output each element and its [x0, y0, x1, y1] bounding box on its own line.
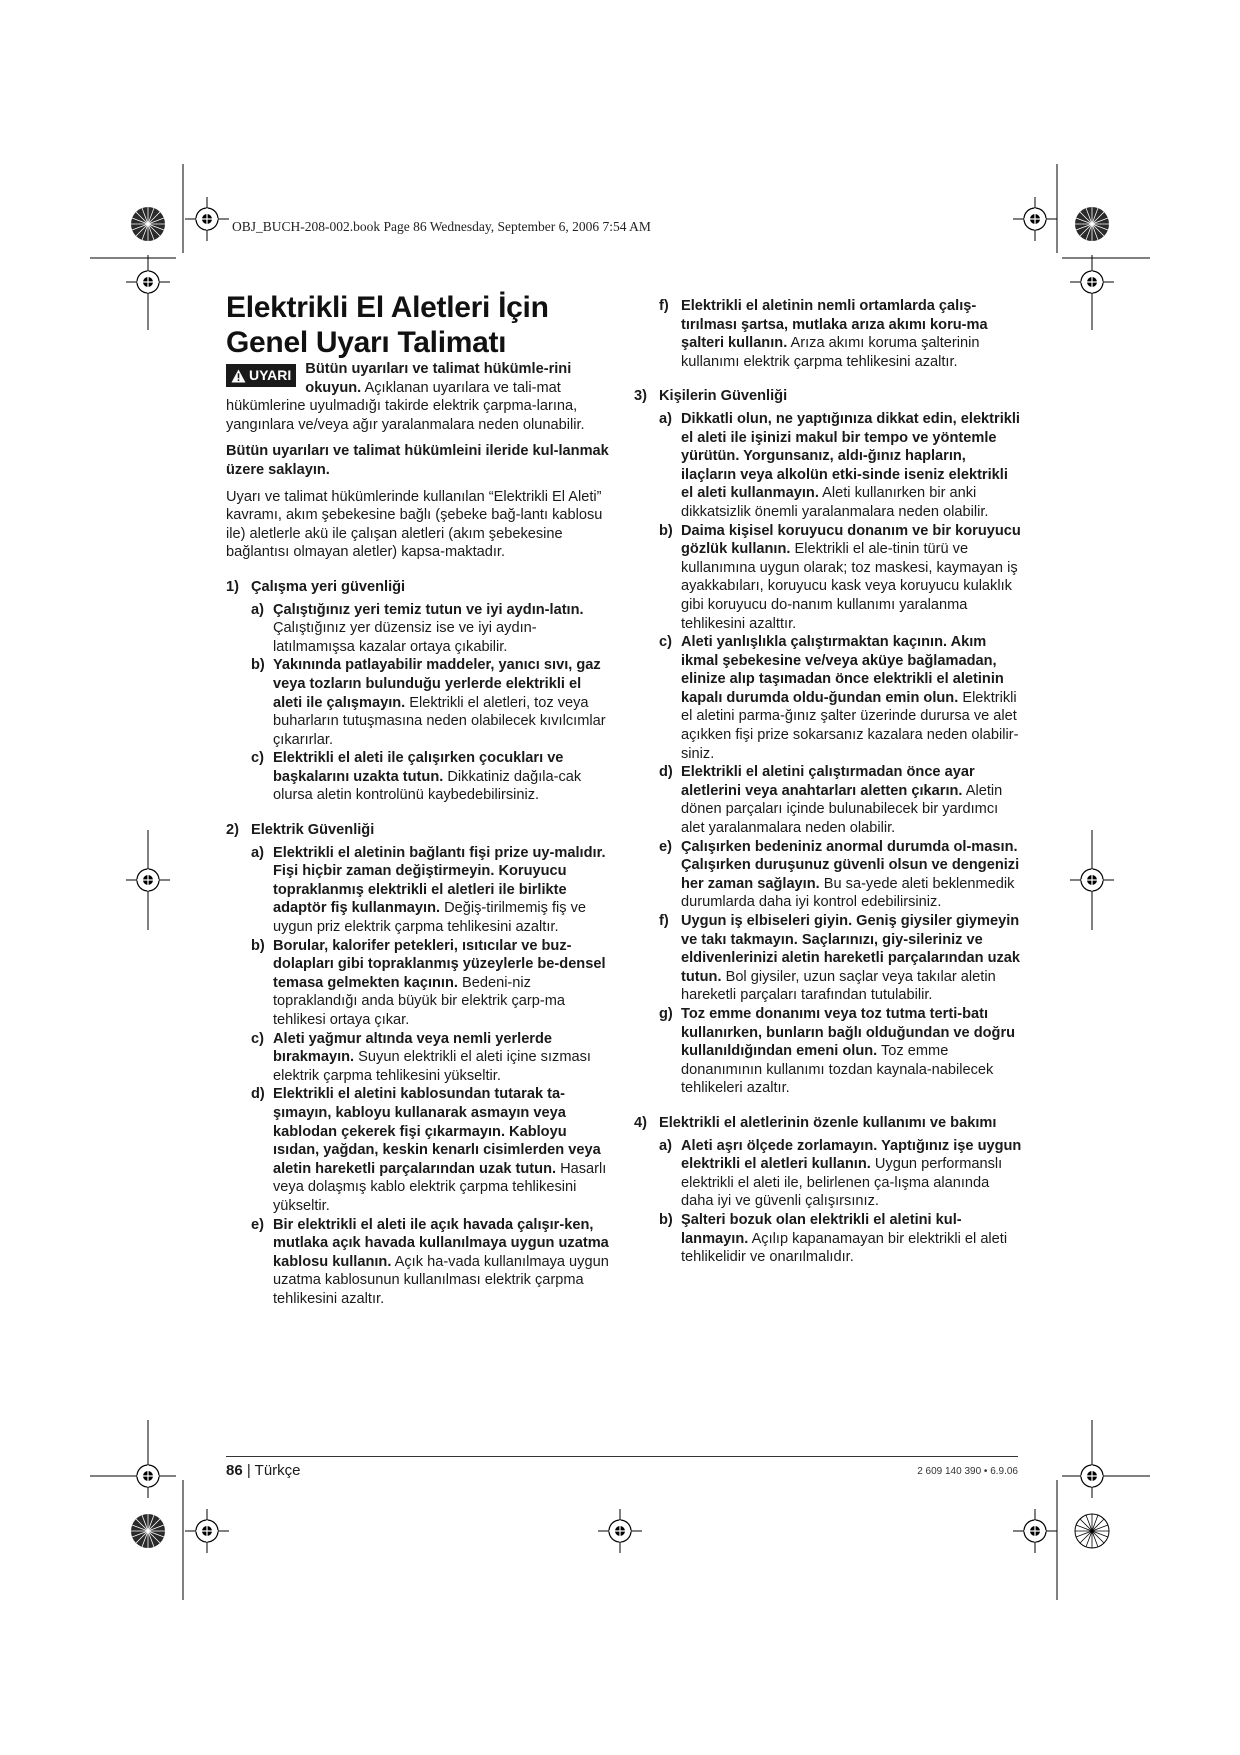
section-number: 2)	[226, 822, 239, 839]
list-item	[634, 633, 1022, 763]
footer-rule	[226, 1456, 1018, 1457]
list-item	[634, 1005, 1022, 1098]
item-letter: b)	[659, 522, 673, 539]
item-bold: Yakınında patlayabilir maddeler, yanıcı sıvı, gaz veya tozların bulunduğu yerlerde elektrikli el aleti ile çalışmayın.	[273, 657, 601, 711]
item-text: Arıza akımı koruma şalterinin kullanımı elektrik çarpma tehlikesini azaltır.	[681, 335, 980, 370]
list-item	[226, 1085, 612, 1215]
item-text: Elektrikli el ale-tinin türü ve kullanımına uygun olarak; toz maskesi, kaymayan iş ayakkabıları, koruyucu kask veya koruyucu kulaklık gibi koruyucu do-nanım kullanımı yaralanma tehlikesini azalttır.	[681, 541, 1018, 632]
warning-badge	[226, 364, 296, 387]
item-text: Bedeni-niz topraklandığı anda büyük bir elektrik çarp-ma tehlikesi ortaya çıkar.	[273, 974, 566, 1028]
footer-page-label	[226, 1462, 301, 1479]
item-bold: Elektrikli el aletini çalıştırmadan önce ayar aletlerini veya anahtarları aletten çıkarın.	[681, 764, 975, 799]
left-column	[226, 290, 612, 1309]
item-text: Suyun elektrikli el aleti içine sızması elektrik çarpma tehlikesini yükseltir.	[273, 1049, 591, 1084]
list-item	[634, 410, 1022, 522]
item-letter: b)	[251, 657, 265, 674]
item-bold: Çalışırken bedeniniz anormal durumda ol-masın. Çalışırken duruşunuz güvenli olsun ve dengenizi her zaman sağlayın.	[681, 838, 1020, 892]
item-bold: Çalıştığınız yeri temiz tutun ve iyi aydın-latın.	[273, 601, 584, 618]
list-item	[634, 297, 1022, 371]
keep-instructions: Bütün uyarıları ve talimat hükümleini ileride kul-lanmak üzere saklayın.	[226, 443, 609, 478]
section-heading	[226, 821, 612, 840]
item-text: Bol giysiler, uzun saçlar veya takılar aletin hareketli parçaları tarafından tutulabilir.	[681, 968, 996, 1004]
section-number: 4)	[634, 1114, 647, 1131]
section-number: 1)	[226, 578, 239, 595]
item-text: Dikkatiniz dağıla-cak olursa aletin kontrolünü kaybedebilirsiniz.	[273, 768, 582, 804]
item-bold: Şalteri bozuk olan elektrikli el aletini kul-lanmayın.	[681, 1211, 962, 1247]
item-letter: c)	[251, 750, 264, 767]
item-letter: c)	[251, 1030, 264, 1047]
section-title: Elektrikli el aletlerinin özenle kullanımı ve bakımı	[659, 1114, 997, 1131]
footer-separator: |	[242, 1462, 255, 1479]
item-text: Aleti kullanırken bir anki dikkatsizlik önemli yaralanmalara neden olabilir.	[681, 485, 989, 520]
item-letter: c)	[659, 634, 672, 651]
item-letter: f)	[659, 298, 669, 314]
item-text: Bu sa-yede aleti beklenmedik durumlarda daha iyi kontrol edebilirsiniz.	[681, 875, 1015, 911]
item-text: Elektrikli el aletleri, toz veya buharların tutuşmasına neden olabilecek kıvılcımlar çıkarırlar.	[273, 694, 606, 748]
item-bold: Aleti yanlışlıkla çalıştırmaktan kaçının. Akım ikmal şebekesine ve/veya aküye bağlamadan, elinize alıp taşımadan önce elektrikli el aletinin kapalı durumda oldu-ğundan emin olun.	[681, 634, 1004, 706]
list-item	[226, 844, 612, 937]
list-item	[634, 838, 1022, 912]
sections-left	[226, 578, 612, 1309]
item-letter: d)	[659, 764, 673, 781]
item-letter: a)	[659, 410, 672, 427]
page-number: 86	[226, 1462, 243, 1479]
list-item	[634, 1211, 1022, 1267]
item-text: Değiş-tirilmemiş fiş ve uygun priz elektrik çarpma tehlikesini azaltır.	[273, 900, 587, 936]
item-bold: Borular, kalorifer petekleri, ısıtıcılar ve buz-dolapları gibi topraklanmış yüzeylerle be-densel temasa gelmekten kaçının.	[273, 937, 606, 991]
list-item	[226, 656, 612, 749]
title-line-2: Genel Uyarı Talimatı	[226, 326, 507, 359]
section-number: 3)	[634, 388, 647, 405]
item-text: Aletin dönen parçaları içinde bulunabilecek bir yardımcı alet yaralanmalara neden olabilir.	[681, 782, 1003, 837]
list-item	[226, 601, 612, 657]
item-bold: Aleti yağmur altında veya nemli yerlerde bırakmayın.	[273, 1030, 553, 1066]
item-bold: Aleti aşrı ölçede zorlamayın. Yaptığınız işe uygun elektrikli el aletleri kullanın.	[681, 1137, 1022, 1173]
list-item	[634, 1137, 1022, 1211]
right-column	[634, 297, 1022, 1267]
sections-right	[634, 297, 1022, 1267]
item-letter: e)	[659, 838, 672, 855]
item-text: Çalıştığınız yer düzensiz ise ve iyi aydın-latılmamışsa kazalar ortaya çıkabilir.	[273, 620, 537, 655]
item-letter: d)	[251, 1086, 265, 1103]
section-heading	[226, 578, 612, 597]
item-letter: f)	[659, 913, 669, 929]
document-code: 2 609 140 390 • 6.9.06	[917, 1466, 1018, 1477]
item-bold: Daima kişisel koruyucu donanım ve bir koruyucu gözlük kullanın.	[681, 522, 1021, 558]
item-bold: Elektrikli el aleti ile çalışırken çocukları ve başkalarını uzakta tutun.	[273, 750, 564, 785]
section-title: Elektrik Güvenliği	[251, 822, 375, 839]
item-letter: a)	[659, 1137, 672, 1154]
list-item	[634, 522, 1022, 634]
warning-triangle-icon	[231, 369, 246, 383]
list-item	[226, 1030, 612, 1086]
item-bold: Bir elektrikli el aleti ile açık havada çalışır-ken, mutlaka açık havada kullanılmaya uygun uzatma kablosu kullanın.	[273, 1216, 609, 1270]
list-item	[226, 749, 612, 805]
item-bold: Elektrikli el aletinin bağlantı fişi prize uy-malıdır. Fişi hiçbir zaman değiştirmeyin. Koruyucu topraklanmış elektrikli el aletleri ile birlikte adaptör fiş kullanmayın.	[273, 844, 606, 917]
list-item	[634, 912, 1022, 1005]
section-2	[226, 821, 612, 1308]
section-heading	[634, 1114, 1022, 1133]
warning-paragraph	[226, 360, 612, 434]
page-title	[226, 290, 612, 360]
warning-bold: Bütün uyarıları ve talimat hükümle-rini okuyun.	[305, 361, 572, 396]
item-letter: a)	[251, 601, 264, 618]
item-bold: Elektrikli el aletini kablosundan tutarak ta-şımayın, kabloyu kullanarak asmayın veya kablodan çekerek fişi çıkarmayın. Kabloyu ısıdan, yağdan, keskin kenarlı cisimlerden veya aletin hareketli parçalarından uzak tutun.	[273, 1086, 601, 1177]
section-3	[634, 387, 1022, 1098]
list-item	[226, 937, 612, 1030]
section-2	[634, 297, 1022, 371]
item-text: Hasarlı veya dolaşmış kablo elektrik çarpma tehlikesini yükseltir.	[273, 1160, 607, 1214]
warning-badge-label: UYARI	[249, 367, 292, 383]
item-text: Uygun performanslı elektrikli el aleti ile, belirlenen ça-lışma alanında daha iyi ve güvenli çalışırsınız.	[681, 1156, 1003, 1210]
item-text: Açık ha-vada kullanılmaya uygun uzatma kablosunun kullanılması elektrik çarpma tehlikesini azaltır.	[273, 1253, 609, 1307]
item-bold: Uygun iş elbiseleri giyin. Geniş giysiler giymeyin ve takı takmayın. Saçlarınızı, giy-sileriniz ve eldivenlerinizi aletin hareketli parçalarından uzak tutun.	[681, 913, 1021, 985]
title-line-1: Elektrikli El Aletleri İçin	[226, 291, 549, 324]
item-bold: Toz emme donanımı veya toz tutma terti-batı kullanırken, bunların bağlı olduğundan ve doğru kullanıldığından emeni olun.	[681, 1005, 1016, 1060]
print-header: OBJ_BUCH-208-002.book Page 86 Wednesday, September 6, 2006 7:54 AM	[232, 219, 651, 234]
item-bold: Dikkatli olun, ne yaptığınıza dikkat edin, elektrikli el aleti ile işinizi makul bir tempo ve yöntemle yürütün. Yorgunsanız, aldı-ğınız hapların, ilaçların veya alkolün etki-sinde iseniz elektrikli el aleti kullanmayın.	[681, 410, 1020, 502]
item-letter: g)	[659, 1005, 673, 1022]
item-text: Toz emme donanımının kullanımı tozdan kaynala-nabilecek tehlikeleri azaltır.	[681, 1043, 994, 1097]
section-title: Çalışma yeri güvenliği	[251, 578, 406, 595]
section-heading	[634, 387, 1022, 406]
item-letter: b)	[251, 937, 265, 954]
definition-paragraph: Uyarı ve talimat hükümlerinde kullanılan “Elektrikli El Aleti” kavramı, akım şebekesine bağlı (şebeke bağ-lantı kablosu ile) aletlerle akü ile çalışan aletleri (akım şebekesine bağlantısı olmayan aletler) kapsa-maktadır.	[226, 488, 603, 561]
item-bold: Elektrikli el aletinin nemli ortamlarda çalış-tırılması şartsa, mutlaka arıza akımı koru-ma şalteri kullanın.	[681, 298, 988, 352]
warning-text: Açıklanan uyarılara ve tali-mat hükümlerine uyulmadığı takirde elektrik çarpma-larına, yangınlara ve/veya ağır yaralanmalara neden olunabilir.	[226, 379, 585, 433]
footer-language: Türkçe	[254, 1462, 301, 1479]
item-letter: e)	[251, 1216, 264, 1233]
list-item	[634, 763, 1022, 837]
section-1	[226, 578, 612, 805]
section-title: Kişilerin Güvenliği	[659, 388, 788, 405]
section-4	[634, 1114, 1022, 1267]
list-item	[226, 1216, 612, 1309]
item-letter: b)	[659, 1211, 673, 1228]
item-text: Açılıp kapanamayan bir elektrikli el aleti tehlikelidir ve onarılmalıdır.	[681, 1230, 1008, 1266]
item-letter: a)	[251, 844, 264, 861]
item-text: Elektrikli el aletini parma-ğınız şalter üzerinde durursa ve alet açıkken fişi prize sokarsanız kazalara neden olabilir-siniz.	[681, 689, 1019, 762]
